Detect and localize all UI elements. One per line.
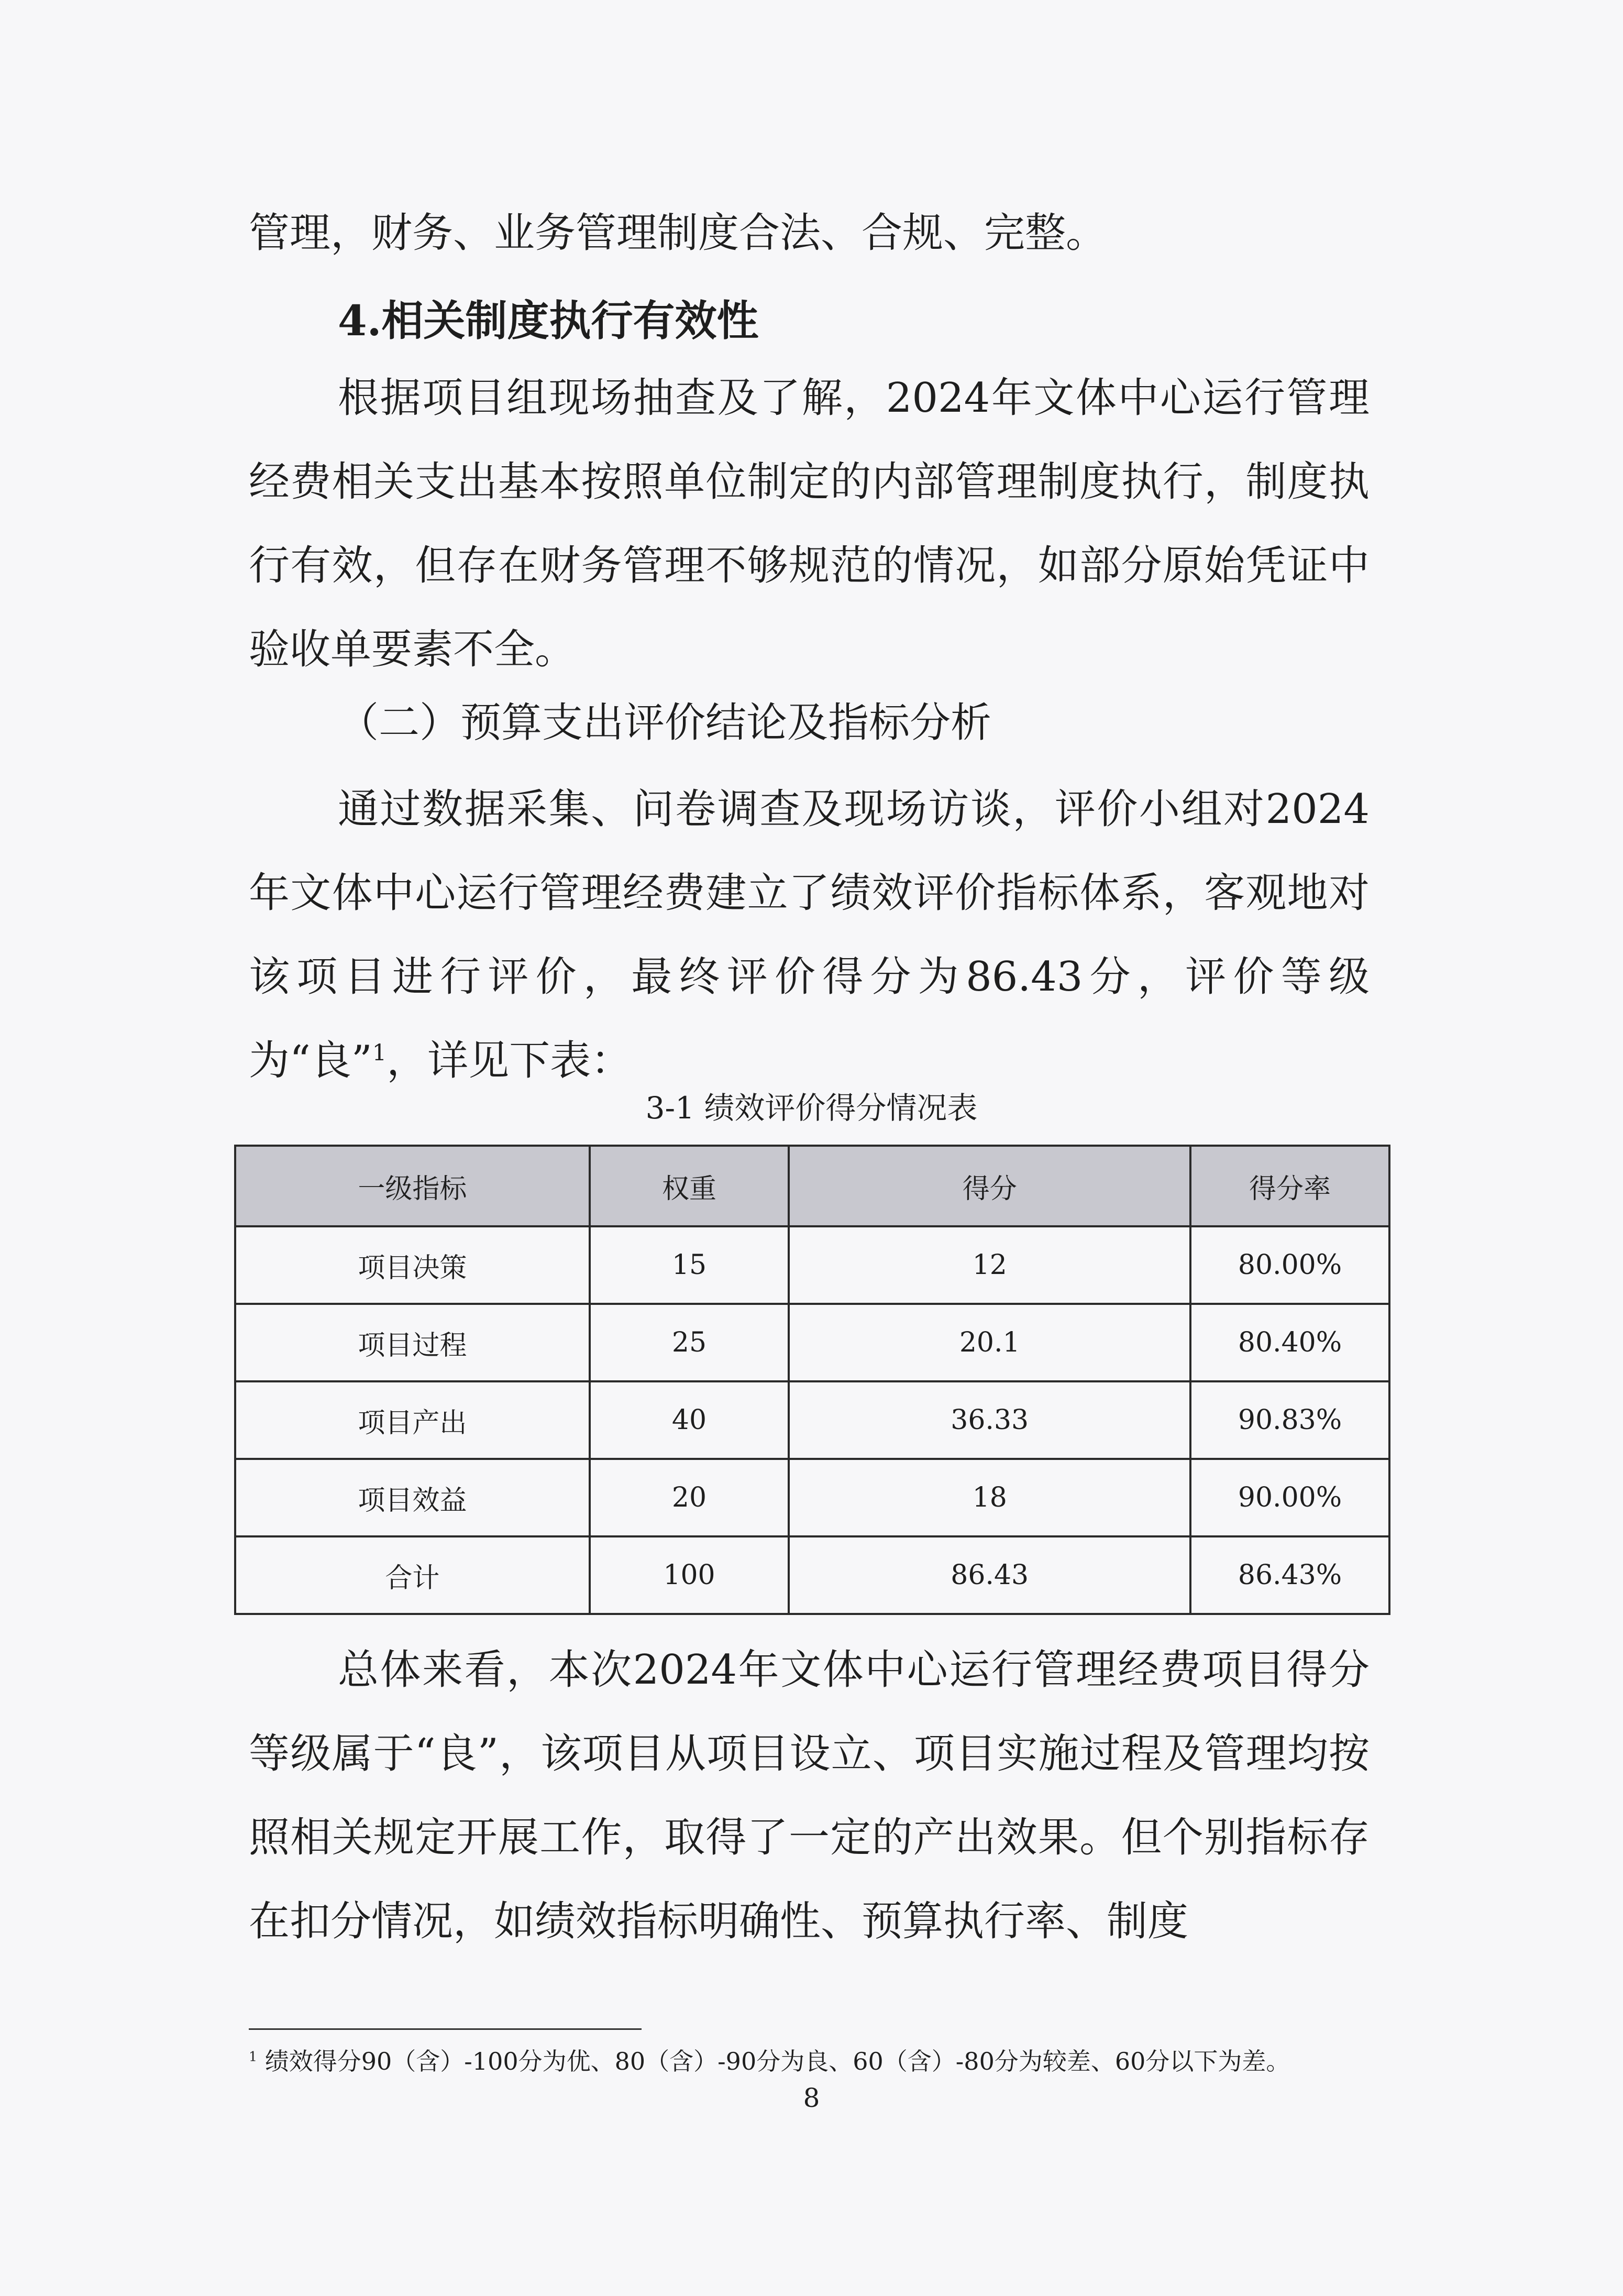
header-indicator: 一级指标 [235, 1146, 590, 1226]
table-row [235, 1304, 1389, 1381]
section-heading-system-effectiveness: 4.相关制度执行有效性 [338, 296, 759, 345]
header-weight: 权重 [590, 1146, 789, 1226]
table-row [235, 1459, 1389, 1536]
cell-indicator: 项目产出 [235, 1381, 590, 1459]
cell-score-rate: 90.83% [1190, 1381, 1389, 1459]
cell-indicator: 项目过程 [235, 1304, 590, 1381]
evaluation-summary-tail: ，详见下表： [387, 1037, 632, 1084]
cell-score: 20.1 [789, 1304, 1190, 1381]
cell-score-rate: 80.00% [1190, 1226, 1389, 1304]
cell-score-rate: 90.00% [1190, 1459, 1389, 1536]
score-table [234, 1145, 1390, 1615]
cell-indicator: 项目效益 [235, 1459, 590, 1536]
footnote-marker: 1 [249, 2049, 258, 2064]
cell-weight: 100 [590, 1536, 789, 1614]
section-heading-evaluation-conclusion: （二）预算支出评价结论及指标分析 [338, 699, 992, 746]
cell-indicator: 合计 [235, 1536, 590, 1614]
cell-score-rate: 80.40% [1190, 1304, 1389, 1381]
footnote-divider [249, 2028, 642, 2030]
cell-score: 18 [789, 1459, 1190, 1536]
cell-score: 86.43 [789, 1536, 1190, 1614]
cell-score: 12 [789, 1226, 1190, 1304]
table-row [235, 1226, 1389, 1304]
cell-weight: 20 [590, 1459, 789, 1536]
table-row-total [235, 1536, 1389, 1614]
cell-score-rate: 86.43% [1190, 1536, 1389, 1614]
footnote-text: 绩效得分90（含）-100分为优、80（含）-90分为良、60（含）-80分为较差、60分以下为差。 [264, 2047, 1290, 2075]
header-score: 得分 [789, 1146, 1190, 1226]
table-caption: 3-1 绩效评价得分情况表 [645, 1090, 978, 1126]
header-score-rate: 得分率 [1190, 1146, 1389, 1226]
paragraph-management-compliance: 管理，财务、业务管理制度合法、合规、完整。 [249, 210, 1107, 257]
evaluation-summary-text: 通过数据采集、问卷调查及现场访谈，评价小组对2024年文体中心运行管理经费建立了绩效评价指标体系，客观地对该项目进行评价，最终评价得分为86.43分，评价等级为“良” [249, 786, 1370, 1084]
page-number: 8 [803, 2083, 820, 2113]
cell-weight: 40 [590, 1381, 789, 1459]
cell-indicator: 项目决策 [235, 1226, 590, 1304]
paragraph-evaluation-summary [249, 767, 1370, 1103]
cell-score: 36.33 [789, 1381, 1190, 1459]
table-header-row [235, 1146, 1389, 1226]
table-row [235, 1381, 1389, 1459]
paragraph-overall-assessment: 总体来看，本次2024年文体中心运行管理经费项目得分等级属于“良”，该项目从项目设立、项目实施过程及管理均按照相关规定开展工作，取得了一定的产出效果。但个别指标存在扣分情况，如绩效指标明确性、预算执行率、制度 [249, 1646, 1370, 1945]
cell-weight: 25 [590, 1304, 789, 1381]
footnote [249, 2043, 1290, 2080]
paragraph-system-execution: 根据项目组现场抽查及了解，2024年文体中心运行管理经费相关支出基本按照单位制定的内部管理制度执行，制度执行有效，但存在财务管理不够规范的情况，如部分原始凭证中验收单要素不全。 [249, 375, 1370, 673]
cell-weight: 15 [590, 1226, 789, 1304]
footnote-reference: 1 [372, 1040, 387, 1066]
